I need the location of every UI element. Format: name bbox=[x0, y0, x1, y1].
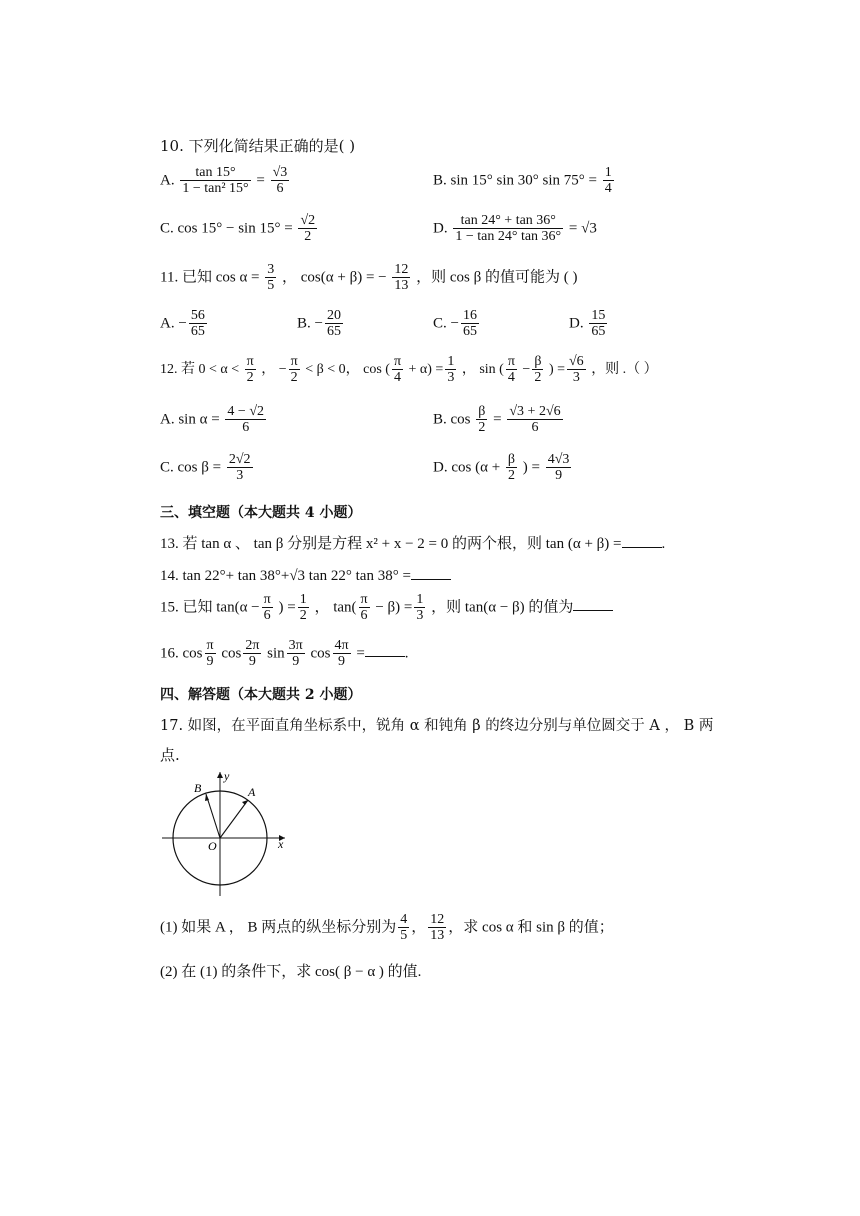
answer-blank bbox=[411, 565, 451, 580]
q11-option-b: B. − $\frac{20}{65}$ bbox=[297, 308, 341, 340]
ray-b bbox=[206, 794, 220, 838]
fraction: $\frac{\beta}{2}$ bbox=[478, 404, 486, 436]
origin-label: O bbox=[208, 839, 217, 853]
fraction: $\frac{√6}{3}$ bbox=[569, 354, 584, 386]
y-label: y bbox=[224, 770, 230, 783]
q10-stem: 10. 下列化简结果正确的是( ) bbox=[160, 137, 356, 155]
fraction: $\frac{15}{65}$ bbox=[591, 308, 606, 340]
fraction: $\frac{4\pi}{9}$ bbox=[334, 638, 349, 670]
fraction: $\frac{12}{13}$ bbox=[394, 262, 409, 294]
q11-option-a: A. − $\frac{56}{65}$ bbox=[160, 308, 205, 340]
q17-line2: 点. bbox=[160, 746, 180, 764]
ray-a bbox=[220, 800, 248, 838]
section-title-answer: 四、解答题（本大题共 2 小题） bbox=[160, 687, 362, 703]
fraction: $\frac{\pi}{6}$ bbox=[360, 592, 368, 624]
q12-option-a: A. sin α = $\frac{4 - √2}{6}$ bbox=[160, 404, 265, 436]
q17-part2: (2) 在 (1) 的条件下，求 cos( β − α ) 的值. bbox=[160, 964, 422, 980]
fraction: $\frac{\pi}{2}$ bbox=[246, 354, 254, 386]
section-title-fill-in: 三、填空题（本大题共 4 小题） bbox=[160, 505, 362, 521]
x-label: x bbox=[278, 837, 284, 851]
fraction: $\frac{\tan 24^\circ + \tan 36^\circ}{1 - \tan 24^\circ \tan 36^\circ}$ bbox=[455, 213, 562, 245]
fraction: $\frac{1}{3}$ bbox=[447, 354, 455, 386]
q15: 15. 已知 tan(α − $\frac{\pi}{6}$ ) = $\frac{1}{2}$ ， tan( $\frac{\pi}{6}$ − β) = $\frac{1}{3}$ ，则 tan(α − β) 的值为 bbox=[160, 592, 613, 624]
fraction: $\frac{4 - √2}{6}$ bbox=[227, 404, 265, 436]
q17-part1: (1) 如果 A ， B 两点的纵坐标分别为 $\frac{4}{5}$ ， $\frac{12}{13}$ ，求 cos α 和 sin β 的值； bbox=[160, 912, 614, 944]
q12-option-d: D. cos (α + $\frac{\beta}{2}$ ) = $\frac{4√3}{9}$ bbox=[433, 452, 570, 484]
fraction: $\frac{\pi}{4}$ bbox=[507, 354, 515, 386]
fraction: $\frac{\tan 15^\circ}{\text{1 − tan² 15°}}$ bbox=[182, 165, 249, 197]
fraction: $\frac{4}{5}$ bbox=[400, 912, 408, 944]
q10-option-c: C. cos 15° − sin 15° = $\frac{√2}{2}$ bbox=[160, 213, 316, 245]
fraction: $\frac{\pi}{4}$ bbox=[393, 354, 402, 386]
answer-blank bbox=[622, 533, 662, 548]
fraction: $\frac{2\pi}{9}$ bbox=[245, 638, 260, 670]
point-b-label: B bbox=[194, 781, 202, 795]
fraction: $\frac{2√2}{3}$ bbox=[228, 452, 251, 484]
fraction: $\frac{16}{65}$ bbox=[462, 308, 477, 340]
fraction: $\frac{3}{5}$ bbox=[267, 262, 275, 294]
fraction: $\frac{\pi}{9}$ bbox=[206, 638, 214, 670]
q10-option-b: B. sin 15° sin 30° sin 75° = $\frac{1}{4}$ bbox=[433, 165, 612, 197]
fraction: $\frac{20}{65}$ bbox=[326, 308, 341, 340]
fraction: $\frac{56}{65}$ bbox=[190, 308, 205, 340]
fraction: $\frac{√3}{6}$ bbox=[272, 165, 288, 197]
q11-option-d: D. $\frac{15}{65}$ bbox=[569, 308, 606, 340]
q11-option-c: C. − $\frac{16}{65}$ bbox=[433, 308, 477, 340]
q12-stem: 12. 若 0 < α < $\frac{\pi}{2}$ ， − $\frac{\pi}{2}$ < β < 0， cos ( $\frac{\pi}{4}$ + α) = $\frac{1}{3}$ ， sin ( $\frac{\pi}{4}$ − $\frac{\beta}{2}$ ) = $\frac{√6}{3}$ ，则 .（ ） bbox=[160, 354, 658, 386]
q16: 16. cos $\frac{\pi}{9}$ cos $\frac{2\pi}{9}$ sin $\frac{3\pi}{9}$ cos $\frac{4\pi}{9}$ = . bbox=[160, 638, 409, 670]
fraction: $\frac{√2}{2}$ bbox=[300, 213, 316, 245]
fraction: $\frac{\pi}{6}$ bbox=[263, 592, 271, 624]
fraction: $\frac{4√3}{9}$ bbox=[547, 452, 570, 484]
q10-option-d: D. $\frac{\tan 24^\circ + \tan 36^\circ}{1 - \tan 24^\circ \tan 36^\circ}$ = √3 bbox=[433, 213, 597, 245]
point-a-label: A bbox=[248, 785, 256, 799]
ray-a-arrow bbox=[242, 800, 248, 805]
y-axis-arrow bbox=[217, 772, 223, 778]
fraction: $\frac{1}{3}$ bbox=[416, 592, 424, 624]
ray-b-arrow bbox=[205, 794, 209, 801]
q13: 13. 若 tan α 、 tan β 分别是方程 x² + x − 2 = 0 的两个根，则 tan (α + β) = . bbox=[160, 532, 665, 553]
q10-option-a: A. $\frac{\tan 15^\circ}{\text{1 − tan² 15°}}$ = $\frac{√3}{6}$ bbox=[160, 165, 288, 197]
fraction: $\frac{1}{2}$ bbox=[299, 592, 307, 624]
fraction: $\frac{1}{4}$ bbox=[604, 165, 612, 197]
q14: 14. tan 22°+ tan 38°+√3 tan 22° tan 38° = bbox=[160, 565, 451, 585]
answer-blank bbox=[365, 642, 405, 657]
q12-option-b: B. cos $\frac{\beta}{2}$ = $\frac{√3 + 2√6}{6}$ bbox=[433, 404, 561, 436]
unit-circle-figure bbox=[160, 770, 295, 900]
q11-stem: 11. 已知 cos α = $\frac{3}{5}$ ， cos(α + β) = − $\frac{12}{13}$ ，则 cos β 的值可能为 ( ) bbox=[160, 262, 578, 294]
q17-line1: 17. 如图，在平面直角坐标系中，锐角 α 和钝角 β 的终边分别与单位圆交于 A ， B 两 bbox=[160, 718, 714, 734]
fraction: $\frac{\pi}{2}$ bbox=[290, 354, 298, 386]
fraction: $\frac{\beta}{2}$ bbox=[507, 452, 516, 484]
fraction: $\frac{3\pi}{9}$ bbox=[288, 638, 303, 670]
fraction: $\frac{12}{13}$ bbox=[430, 912, 445, 944]
fraction: $\frac{\beta}{2}$ bbox=[534, 354, 542, 386]
q12-option-c: C. cos β = $\frac{2√2}{3}$ bbox=[160, 452, 251, 484]
answer-blank bbox=[573, 596, 613, 611]
fraction: $\frac{√3 + 2√6}{6}$ bbox=[509, 404, 561, 436]
